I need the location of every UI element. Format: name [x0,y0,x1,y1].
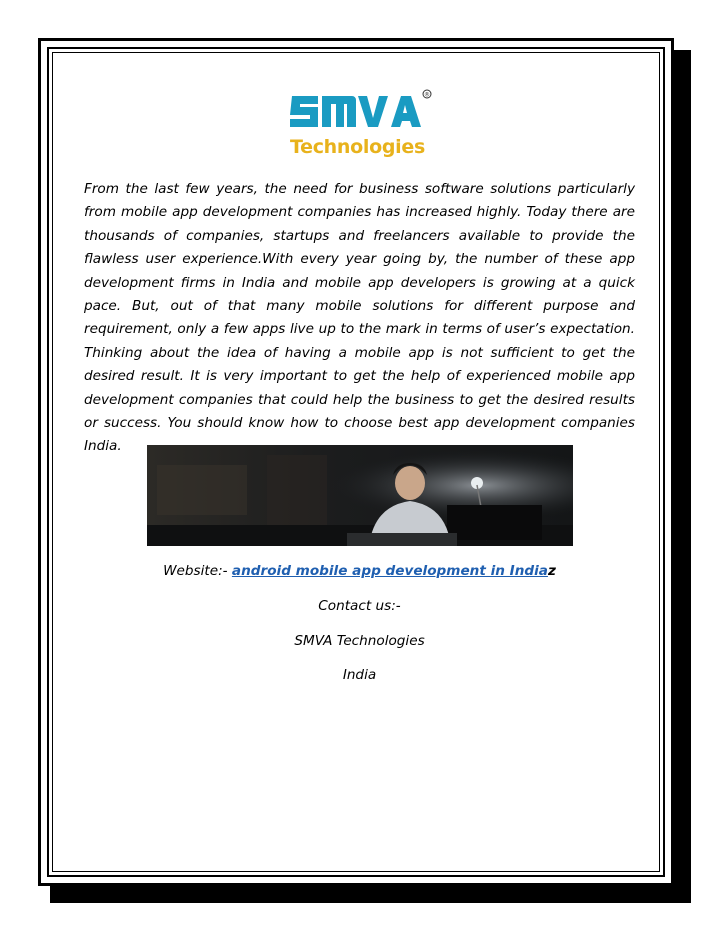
contact-label: Contact us:- [318,598,401,614]
company-name: SMVA Technologies [294,633,425,649]
website-line [84,563,635,579]
website-suffix: z [547,563,556,579]
country-name: India [342,667,377,683]
smva-logo-mark [290,86,436,136]
developer-photo-image [147,445,573,546]
smva-logo [290,86,436,162]
logo-subtitle: Technologies [290,136,425,158]
registered-mark: ® [424,91,430,99]
article-paragraph: From the last few years, the need for business software solutions particularly from mobile app development companies has increased highly. Today there are thousands of companies, startups and freelancers available to provide the flawless user experience.With every year going by, the number of these app development firms in India and mobile app developers is growing at a quick pace. But, out of that many mobile solutions for different purpose and requirement, only a few apps live up to the mark in terms of user’s expectation. Thinking about the idea of having a mobile app is not sufficient to get the desired result. It is very important to get the help of experienced mobile app development companies that could help the business to get the desired results or success. You should know how to choose best app development companies India. [84,181,635,455]
developer-photo [147,445,573,546]
website-label: Website:- [163,563,232,579]
website-link[interactable]: android mobile app development in India [231,563,548,579]
